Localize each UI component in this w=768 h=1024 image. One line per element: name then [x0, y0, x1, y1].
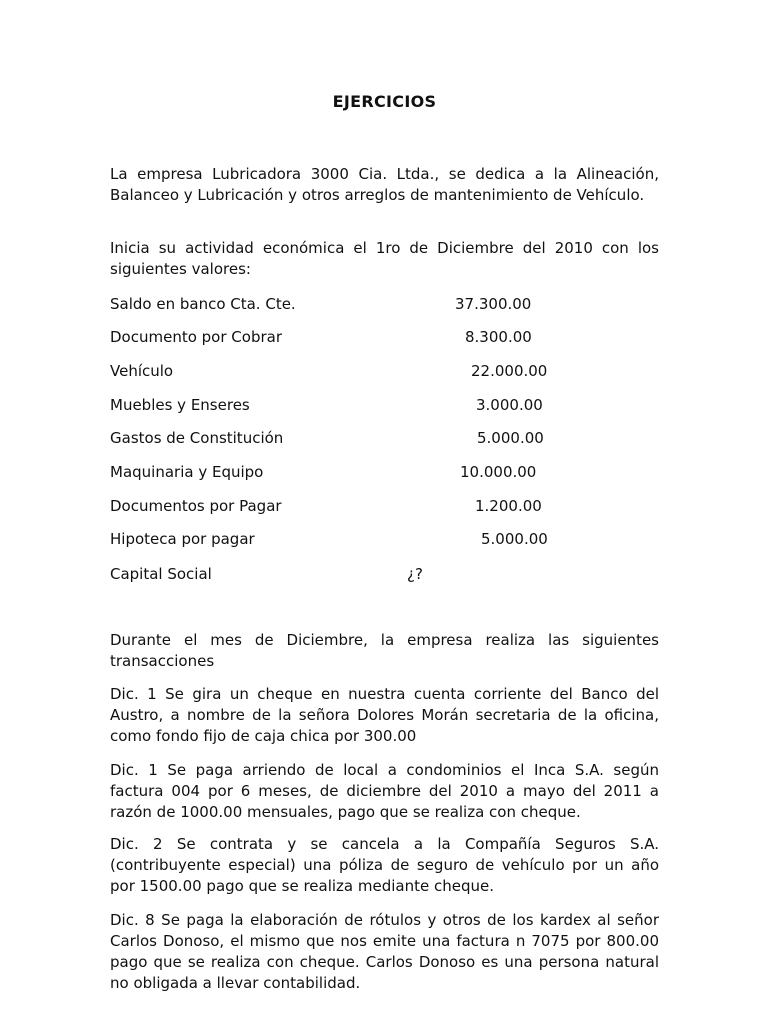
balance-row — [110, 327, 659, 347]
transactions-intro: Durante el mes de Diciembre, la empresa realiza las siguientes transacciones — [110, 631, 659, 670]
balance-row — [110, 294, 659, 314]
balance-amount: 37.300.00 — [455, 295, 532, 313]
balance-row — [110, 361, 659, 381]
balance-amount: 1.200.00 — [475, 497, 542, 515]
balance-label: Hipoteca por pagar — [110, 530, 255, 548]
opening-paragraph: Inicia su actividad económica el 1ro de Diciembre del 2010 con los siguientes valores: — [110, 239, 659, 278]
balance-row — [110, 496, 659, 516]
transaction-item: Dic. 2 Se contrata y se cancela a la Compañía Seguros S.A. (contribuyente especial) una póliza de seguro de vehículo por un año por 1500.00 pago que se realiza mediante cheque. — [110, 835, 659, 895]
balance-label: Documentos por Pagar — [110, 497, 282, 515]
balance-row — [110, 564, 659, 584]
balance-label: Muebles y Enseres — [110, 396, 250, 414]
balance-row — [110, 462, 659, 482]
balance-amount: 5.000.00 — [481, 530, 548, 548]
transaction-item: Dic. 8 Se paga la elaboración de rótulos y otros de los kardex al señor Carlos Donoso, el mismo que nos emite una factura n 7075 por 800.00 pago que se realiza con cheque. Carlos Donoso es una persona natural no obligada a llevar contabilidad. — [110, 911, 659, 992]
balance-label: Capital Social — [110, 565, 212, 583]
balance-amount: 5.000.00 — [477, 429, 544, 447]
balance-amount: ¿? — [407, 565, 423, 583]
balance-amount: 3.000.00 — [476, 396, 543, 414]
balance-amount: 10.000.00 — [460, 463, 537, 481]
balance-label: Gastos de Constitución — [110, 429, 284, 447]
balance-row — [110, 428, 659, 448]
transaction-item: Dic. 1 Se paga arriendo de local a condominios el Inca S.A. según factura 004 por 6 meses, de diciembre del 2010 a mayo del 2011 a razón de 1000.00 mensuales, pago que se realiza con cheque. — [110, 761, 659, 821]
balance-row — [110, 395, 659, 415]
balance-row — [110, 529, 659, 549]
balance-amount: 22.000.00 — [471, 362, 548, 380]
balance-label: Maquinaria y Equipo — [110, 463, 264, 481]
intro-paragraph: La empresa Lubricadora 3000 Cia. Ltda., se dedica a la Alineación, Balanceo y Lubricación y otros arreglos de mantenimiento de Vehículo. — [110, 165, 659, 204]
transaction-item: Dic. 1 Se gira un cheque en nuestra cuenta corriente del Banco del Austro, a nombre de la señora Dolores Morán secretaria de la oficina, como fondo fijo de caja chica por 300.00 — [110, 685, 659, 745]
balance-label: Documento por Cobrar — [110, 328, 282, 346]
balance-amount: 8.300.00 — [465, 328, 532, 346]
balance-label: Vehículo — [110, 362, 174, 380]
document-title: EJERCICIOS — [332, 92, 437, 111]
balance-label: Saldo en banco Cta. Cte. — [110, 295, 296, 313]
